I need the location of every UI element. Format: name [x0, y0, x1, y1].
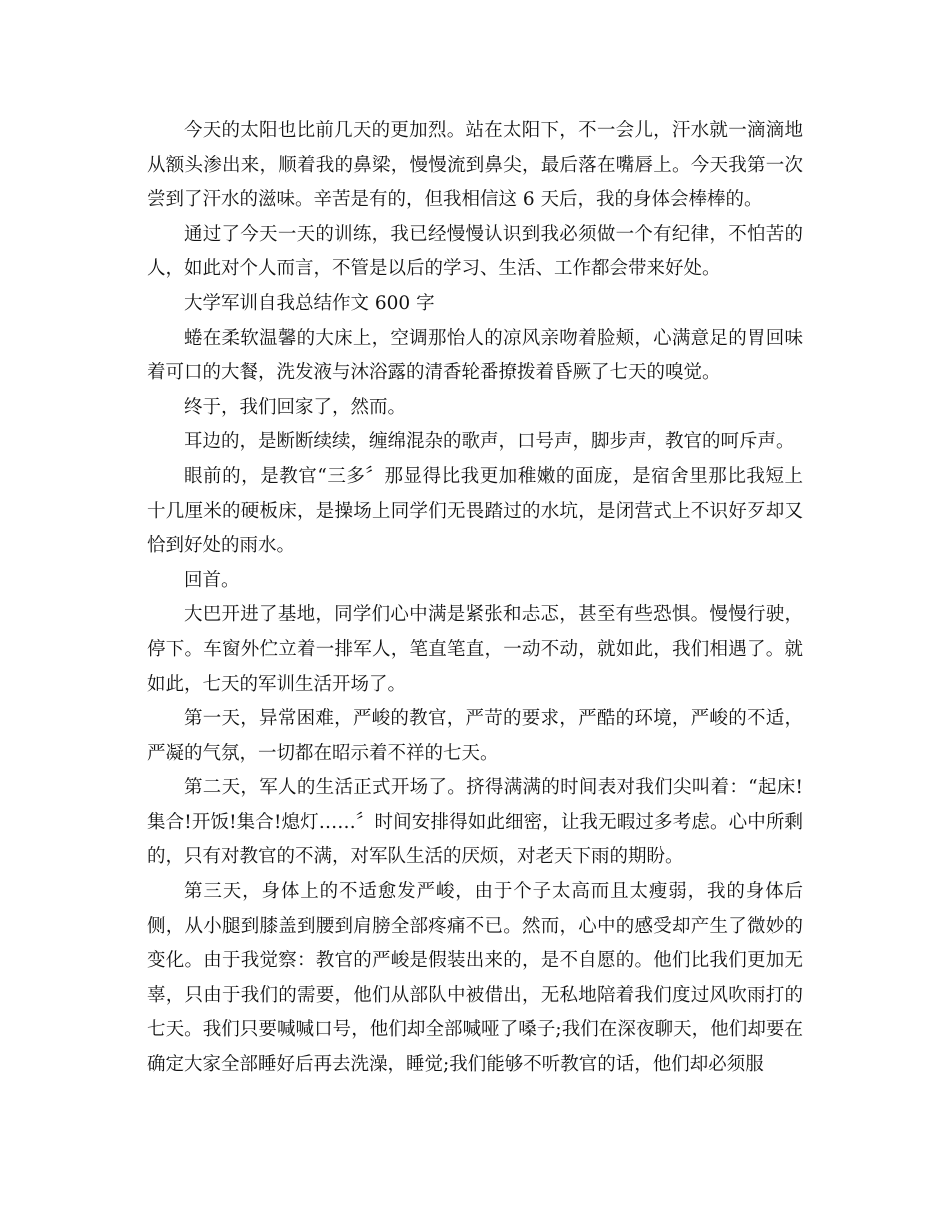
paragraph-back-home-bed: 蜷在柔软温馨的大床上，空调那怡人的凉风亲吻着脸颊，心满意足的胃回味着可口的大餐，洗发液与沐浴露的清香轮番撩拨着昏厥了七天的嗅觉。: [147, 327, 803, 384]
paragraph-day-one: 第一天，异常困难，严峻的教官，严苛的要求，严酷的环境，严峻的不适，严凝的气氛，一切都在昭示着不祥的七天。: [147, 708, 803, 764]
document-body: [147, 114, 803, 1083]
paragraph-day-three: 第三天，身体上的不适愈发严峻，由于个子太高而且太瘦弱，我的身体后侧，从小腿到膝盖到腰到肩膀全部疼痛不已。然而，心中的感受却产生了微妙的变化。由于我觉察：教官的严峻是假装出来的，是不自愿的。他们比我们更加无辜，只由于我们的需要，他们从部队中被借出，无私地陪着我们度过风吹雨打的七天。我们只要喊喊口号，他们却全部喊哑了嗓子;我们在深夜聊天，他们却要在确定大家全部睡好后再去洗澡，睡觉;我们能够不听教官的话，他们却必须服: [147, 881, 803, 1076]
paragraph-day-two: 第二天，军人的生活正式开场了。挤得满满的时间表对我们尖叫着：“起床!集合!开饭!集合!熄灯……〞时间安排得如此细密，让我无暇过多考虑。心中所剩的，只有对教官的不满，对军队生活的厌烦，对老天下雨的期盼。: [147, 777, 803, 868]
paragraph-arrival: 大巴开进了基地，同学们心中满是紧张和忐忑，甚至有些恐惧。慢慢行驶，停下。车窗外伫立着一排军人，笔直笔直，一动不动，就如此，我们相遇了。就如此，七天的军训生活开场了。: [147, 604, 803, 695]
paragraph-sounds: 耳边的，是断断续续，缠绵混杂的歌声，口号声，脚步声，教官的呵斥声。: [184, 431, 795, 453]
section-heading: 大学军训自我总结作文 600 字: [184, 292, 435, 314]
paragraph-sun-and-sweat: 今天的太阳也比前几天的更加烈。站在太阳下，不一会儿，汗水就一滴滴地从额头渗出来，顺着我的鼻梁，慢慢流到鼻尖，最后落在嘴唇上。今天我第一次尝到了汗水的滋味。辛苦是有的，但我相信这 6 天后，我的身体会棒棒的。: [147, 120, 803, 211]
paragraph-looking-back: 回首。: [184, 569, 240, 591]
paragraph-finally-home: 终于，我们回家了，然而。: [184, 396, 407, 418]
paragraph-memories: 眼前的，是教官“三多〞那显得比我更加稚嫩的面庞，是宿舍里那比我短上十几厘米的硬板床，是操场上同学们无畏踏过的水坑，是闭营式上不识好歹却又恰到好处的雨水。: [147, 465, 803, 557]
paragraph-training-lesson: 通过了今天一天的训练，我已经慢慢认识到我必须做一个有纪律，不怕苦的人，如此对个人而言，不管是以后的学习、生活、工作都会带来好处。: [147, 223, 803, 280]
